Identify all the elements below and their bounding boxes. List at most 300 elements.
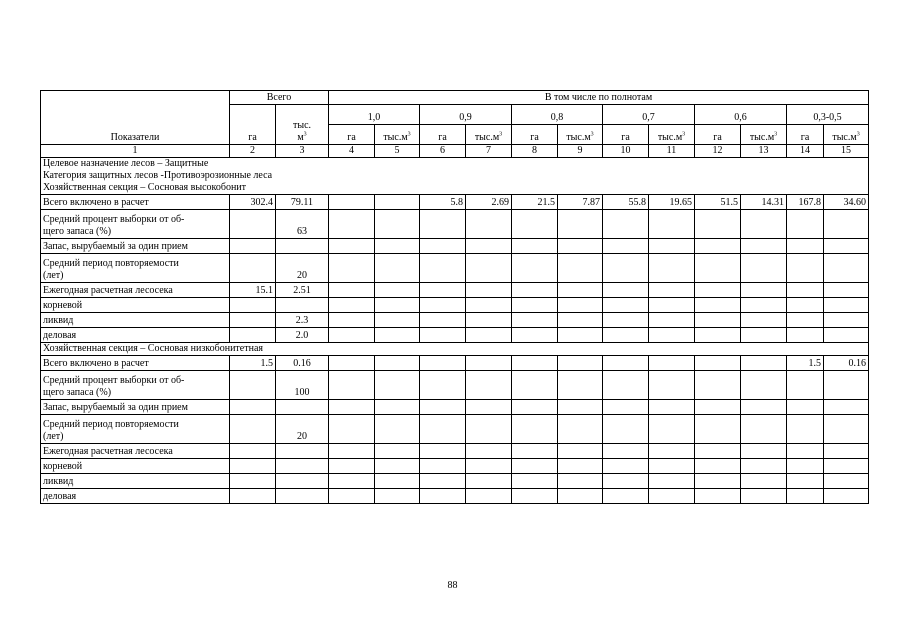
data-cell [420, 254, 466, 283]
table-row [41, 444, 869, 459]
data-cell [466, 489, 512, 504]
data-cell [824, 400, 869, 415]
column-number: 6 [420, 145, 466, 158]
data-cell [375, 444, 420, 459]
data-cell [695, 298, 741, 313]
header-unit-superscript: 3 [856, 131, 860, 138]
data-cell [787, 459, 824, 474]
header-total-thousand-m3 [276, 105, 329, 145]
row-label [41, 415, 230, 444]
header-m3-label: м [297, 132, 304, 143]
row-label [41, 328, 230, 343]
data-cell [603, 298, 649, 313]
data-cell [466, 474, 512, 489]
data-cell [603, 254, 649, 283]
data-cell [512, 444, 558, 459]
data-cell: 14.31 [741, 195, 787, 210]
data-cell: 100 [276, 371, 329, 400]
data-cell [512, 356, 558, 371]
data-cell [558, 444, 603, 459]
header-unit-label: тыс.м [383, 132, 408, 143]
header-unit-superscript: 3 [407, 131, 411, 138]
section-title-line: Целевое назначение лесов – Защитные [43, 158, 209, 169]
data-cell [420, 239, 466, 254]
data-cell [558, 474, 603, 489]
data-cell [466, 371, 512, 400]
data-cell [649, 254, 695, 283]
data-cell [329, 313, 375, 328]
header-unit-ha: га [420, 125, 466, 145]
data-cell [375, 400, 420, 415]
data-cell [329, 474, 375, 489]
data-cell [603, 415, 649, 444]
header-unit-superscript: 3 [499, 131, 503, 138]
data-cell [230, 415, 276, 444]
column-number: 3 [276, 145, 329, 158]
data-cell [695, 283, 741, 298]
data-cell [329, 400, 375, 415]
data-cell [603, 400, 649, 415]
column-number-row [41, 145, 869, 158]
table-row [41, 459, 869, 474]
table-row [41, 371, 869, 400]
data-cell [824, 444, 869, 459]
data-cell [329, 356, 375, 371]
data-cell [649, 313, 695, 328]
data-cell [695, 254, 741, 283]
data-cell [603, 371, 649, 400]
header-indicators: Показатели [41, 91, 230, 145]
data-cell [649, 489, 695, 504]
data-cell [695, 371, 741, 400]
data-cell [824, 371, 869, 400]
data-cell [420, 328, 466, 343]
data-cell [558, 283, 603, 298]
data-cell [649, 459, 695, 474]
data-cell [741, 328, 787, 343]
data-cell [695, 444, 741, 459]
data-cell [741, 415, 787, 444]
row-label [41, 444, 230, 459]
data-cell [603, 328, 649, 343]
header-density: 0,9 [420, 105, 512, 125]
data-cell [787, 254, 824, 283]
data-cell [466, 328, 512, 343]
data-cell [695, 356, 741, 371]
data-cell [787, 239, 824, 254]
data-cell [329, 195, 375, 210]
data-cell [741, 489, 787, 504]
data-cell [787, 444, 824, 459]
header-unit-label: тыс.м [474, 132, 500, 143]
data-cell [741, 254, 787, 283]
row-label-line: Всего включено в расчет [43, 197, 149, 208]
data-cell [741, 313, 787, 328]
header-unit-thousand-m3 [466, 125, 512, 145]
row-label [41, 210, 230, 239]
row-label [41, 474, 230, 489]
table-row [41, 415, 869, 444]
data-cell: 15.1 [230, 283, 276, 298]
data-cell [375, 489, 420, 504]
data-cell [603, 444, 649, 459]
data-cell [230, 444, 276, 459]
data-cell [787, 283, 824, 298]
data-cell [329, 298, 375, 313]
data-cell: 20 [276, 415, 329, 444]
row-label [41, 489, 230, 504]
data-cell [695, 415, 741, 444]
row-label-line: Средний процент выборки от об- [43, 375, 185, 386]
data-cell [741, 298, 787, 313]
data-cell [741, 444, 787, 459]
data-cell [466, 210, 512, 239]
data-cell [512, 254, 558, 283]
data-cell [787, 489, 824, 504]
section-title-line: Хозяйственная секция – Сосновая высокобонит [43, 182, 247, 193]
data-cell: 2.51 [276, 283, 329, 298]
row-label-line: Ежегодная расчетная лесосека [43, 446, 173, 457]
data-cell [603, 489, 649, 504]
data-cell [466, 356, 512, 371]
row-label-line: корневой [43, 300, 83, 311]
table-row [41, 254, 869, 283]
data-cell [649, 415, 695, 444]
row-label [41, 254, 230, 283]
data-cell [558, 400, 603, 415]
data-cell [230, 328, 276, 343]
data-cell: 302.4 [230, 195, 276, 210]
header-density: 0,7 [603, 105, 695, 125]
column-number: 5 [375, 145, 420, 158]
header-unit-ha: га [512, 125, 558, 145]
data-cell [329, 239, 375, 254]
table-row [41, 195, 869, 210]
table-row [41, 210, 869, 239]
data-cell [558, 371, 603, 400]
data-cell [649, 239, 695, 254]
data-cell [824, 474, 869, 489]
header-density: 0,3-0,5 [787, 105, 869, 125]
row-label-line: Средний процент выборки от об- [43, 214, 185, 225]
data-cell [420, 400, 466, 415]
data-cell: 7.87 [558, 195, 603, 210]
data-cell [329, 459, 375, 474]
header-thousand-label: тыс. [292, 120, 312, 131]
data-cell [787, 313, 824, 328]
data-cell [824, 328, 869, 343]
data-cell [512, 459, 558, 474]
row-label-line: ликвид [43, 315, 74, 326]
row-label [41, 459, 230, 474]
data-cell: 20 [276, 254, 329, 283]
header-unit-superscript: 3 [682, 131, 686, 138]
data-cell: 19.65 [649, 195, 695, 210]
data-cell [375, 254, 420, 283]
data-cell: 79.11 [276, 195, 329, 210]
data-cell [695, 328, 741, 343]
data-cell [649, 371, 695, 400]
data-cell [695, 474, 741, 489]
page-number: 88 [447, 580, 458, 591]
data-cell [695, 459, 741, 474]
data-cell [420, 489, 466, 504]
data-cell [695, 313, 741, 328]
column-number: 2 [230, 145, 276, 158]
table-row [41, 328, 869, 343]
data-cell [741, 283, 787, 298]
data-cell: 21.5 [512, 195, 558, 210]
data-cell [420, 444, 466, 459]
row-label [41, 283, 230, 298]
row-label-line: ликвид [43, 476, 74, 487]
data-cell [512, 328, 558, 343]
section-title-row [41, 158, 869, 195]
data-cell [512, 298, 558, 313]
header-density: 1,0 [329, 105, 420, 125]
header-unit-superscript: 3 [774, 131, 778, 138]
data-cell: 34.60 [824, 195, 869, 210]
data-cell: 63 [276, 210, 329, 239]
data-cell [230, 210, 276, 239]
data-cell: 51.5 [695, 195, 741, 210]
data-cell [512, 415, 558, 444]
column-number: 11 [649, 145, 695, 158]
data-cell [603, 459, 649, 474]
data-cell [741, 210, 787, 239]
data-cell [420, 298, 466, 313]
data-cell [558, 254, 603, 283]
data-cell [649, 474, 695, 489]
header-unit-label: тыс.м [566, 132, 591, 143]
data-cell [741, 459, 787, 474]
data-cell [276, 459, 329, 474]
data-cell [558, 313, 603, 328]
section-title [41, 343, 869, 356]
header-unit-ha: га [787, 125, 824, 145]
column-number: 4 [329, 145, 375, 158]
data-cell [329, 210, 375, 239]
data-cell [420, 415, 466, 444]
data-cell [824, 283, 869, 298]
data-cell [603, 313, 649, 328]
row-label-line: Запас, вырубаемый за один прием [43, 402, 188, 413]
data-cell [375, 415, 420, 444]
data-cell [603, 239, 649, 254]
data-cell [329, 283, 375, 298]
data-cell [512, 474, 558, 489]
data-cell [741, 239, 787, 254]
data-cell [824, 459, 869, 474]
data-cell [375, 283, 420, 298]
data-cell [375, 371, 420, 400]
column-number: 12 [695, 145, 741, 158]
data-cell [649, 444, 695, 459]
data-cell [695, 210, 741, 239]
data-cell [375, 474, 420, 489]
data-cell [329, 444, 375, 459]
data-cell [329, 415, 375, 444]
data-cell [824, 254, 869, 283]
data-cell [230, 313, 276, 328]
section-title [41, 158, 869, 195]
data-cell [329, 371, 375, 400]
table-row [41, 400, 869, 415]
table-row [41, 356, 869, 371]
data-cell [329, 489, 375, 504]
table-body [41, 158, 869, 504]
data-cell [558, 459, 603, 474]
data-cell [787, 371, 824, 400]
header-unit-thousand-m3 [558, 125, 603, 145]
row-label-line: Запас, вырубаемый за один прием [43, 241, 188, 252]
data-cell [824, 415, 869, 444]
data-cell [276, 298, 329, 313]
data-cell [466, 400, 512, 415]
data-cell [824, 313, 869, 328]
data-cell [276, 239, 329, 254]
column-number: 10 [603, 145, 649, 158]
data-cell [375, 239, 420, 254]
data-cell [558, 328, 603, 343]
data-cell [420, 210, 466, 239]
header-unit-label: тыс.м [657, 132, 683, 143]
header-unit-superscript: 3 [590, 131, 594, 138]
header-total-ha: га [230, 105, 276, 145]
header-unit-thousand-m3 [649, 125, 695, 145]
data-cell [741, 371, 787, 400]
table-row [41, 283, 869, 298]
data-cell [512, 283, 558, 298]
column-number: 14 [787, 145, 824, 158]
row-label-line: (лет) [43, 270, 64, 281]
data-cell [741, 400, 787, 415]
data-cell [375, 356, 420, 371]
data-cell [558, 415, 603, 444]
table-row [41, 474, 869, 489]
data-cell [375, 210, 420, 239]
data-cell [512, 371, 558, 400]
data-cell [276, 400, 329, 415]
data-cell [375, 313, 420, 328]
data-cell [466, 254, 512, 283]
row-label [41, 400, 230, 415]
data-cell: 2.3 [276, 313, 329, 328]
header-unit-label: тыс.м [749, 132, 775, 143]
data-cell [649, 400, 695, 415]
data-cell [466, 459, 512, 474]
data-cell: 55.8 [603, 195, 649, 210]
column-number: 1 [41, 145, 230, 158]
section-title-row [41, 343, 869, 356]
data-cell [512, 489, 558, 504]
section-title-line: Категория защитных лесов -Противоэрозионные леса [43, 170, 273, 181]
data-cell [824, 239, 869, 254]
data-cell [512, 400, 558, 415]
row-label [41, 371, 230, 400]
data-cell [558, 210, 603, 239]
data-cell [230, 254, 276, 283]
data-cell [420, 474, 466, 489]
row-label-line: корневой [43, 461, 83, 472]
table-header [41, 91, 869, 158]
row-label [41, 239, 230, 254]
data-cell [276, 444, 329, 459]
row-label-line: Ежегодная расчетная лесосека [43, 285, 173, 296]
data-cell [649, 210, 695, 239]
data-cell [787, 328, 824, 343]
data-cell [695, 400, 741, 415]
data-cell [329, 254, 375, 283]
data-cell [230, 371, 276, 400]
data-cell [230, 298, 276, 313]
data-cell [466, 239, 512, 254]
data-cell [230, 474, 276, 489]
data-cell [824, 298, 869, 313]
data-cell [375, 298, 420, 313]
data-cell [420, 283, 466, 298]
column-number: 8 [512, 145, 558, 158]
data-cell [466, 298, 512, 313]
data-cell [603, 356, 649, 371]
row-label-line: (лет) [43, 431, 64, 442]
data-cell: 1.5 [230, 356, 276, 371]
data-cell [558, 239, 603, 254]
data-cell [787, 474, 824, 489]
column-number: 15 [824, 145, 869, 158]
data-cell [230, 400, 276, 415]
data-cell [787, 400, 824, 415]
column-number: 9 [558, 145, 603, 158]
data-cell [466, 444, 512, 459]
data-cell: 2.69 [466, 195, 512, 210]
data-cell [420, 371, 466, 400]
row-label-line: Средний период повторяемости [43, 258, 179, 269]
row-label-line: деловая [43, 491, 77, 502]
data-cell: 0.16 [824, 356, 869, 371]
header-unit-label: тыс.м [832, 132, 857, 143]
data-cell [375, 459, 420, 474]
data-cell: 1.5 [787, 356, 824, 371]
data-cell [558, 356, 603, 371]
row-label-line: Средний период повторяемости [43, 419, 179, 430]
data-cell [230, 489, 276, 504]
row-label-line: деловая [43, 330, 77, 341]
header-m3-superscript: 3 [303, 131, 307, 138]
header-unit-thousand-m3 [741, 125, 787, 145]
header-including-densities: В том числе по полнотам [329, 91, 869, 105]
header-unit-ha: га [329, 125, 375, 145]
row-label-line: щего запаса (%) [43, 387, 112, 398]
table-row [41, 298, 869, 313]
row-label-line: щего запаса (%) [43, 226, 112, 237]
row-label [41, 195, 230, 210]
data-cell [230, 239, 276, 254]
header-density: 0,8 [512, 105, 603, 125]
data-cell [466, 313, 512, 328]
data-cell [741, 356, 787, 371]
data-cell [787, 210, 824, 239]
data-cell: 2.0 [276, 328, 329, 343]
data-cell [466, 415, 512, 444]
data-cell [603, 283, 649, 298]
data-cell [230, 459, 276, 474]
header-unit-thousand-m3 [375, 125, 420, 145]
column-number: 7 [466, 145, 512, 158]
row-label [41, 356, 230, 371]
data-cell [512, 239, 558, 254]
data-cell [603, 210, 649, 239]
